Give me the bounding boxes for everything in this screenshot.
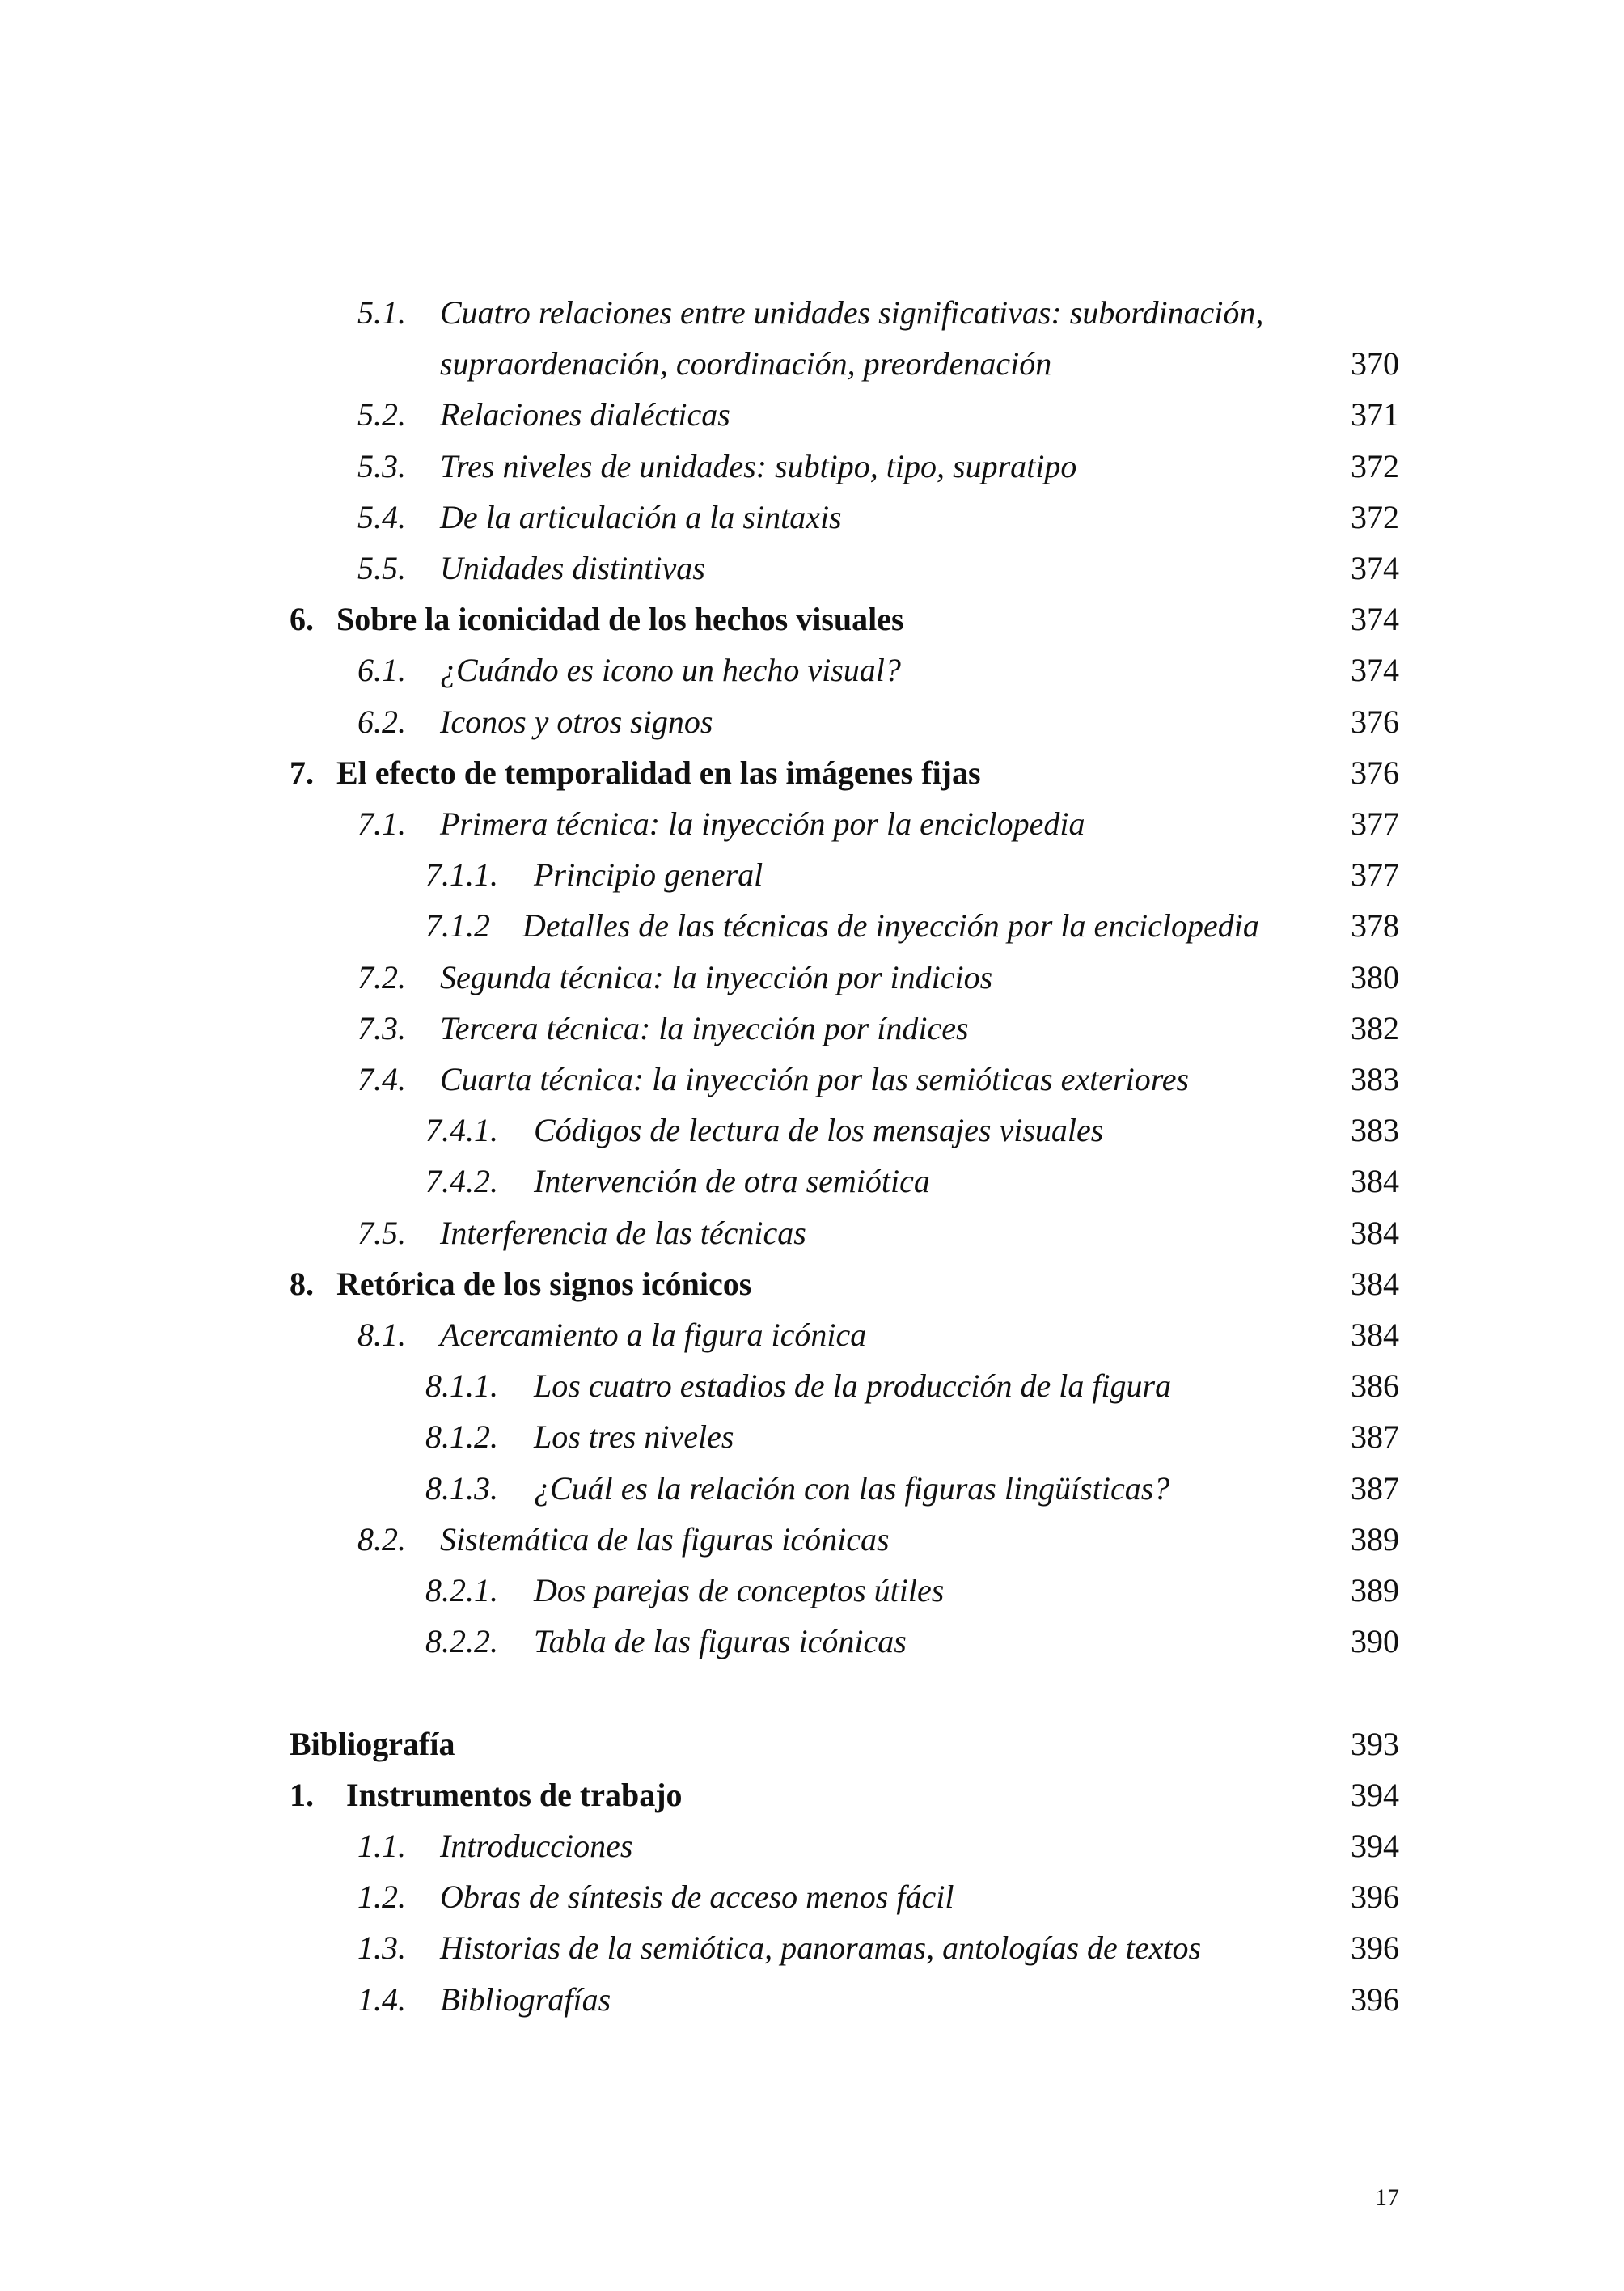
toc-entry-title: El efecto de temporalidad en las imágenes fijas — [336, 754, 981, 791]
toc-entry-number: 7.4.2. — [425, 1163, 498, 1200]
toc-entry-page: 372 — [1351, 498, 1399, 535]
toc-entry-page: 382 — [1351, 1009, 1399, 1046]
toc-entry-page: 376 — [1351, 754, 1399, 791]
toc-entry-title: Retórica de los signos icónicos — [336, 1265, 752, 1302]
toc-entry-page: 389 — [1351, 1520, 1399, 1558]
toc-entry-title: ¿Cuál es la relación con las figuras lingüísticas? — [534, 1469, 1170, 1507]
toc-entry — [0, 1004, 1624, 1054]
toc-entry-page: 390 — [1351, 1623, 1399, 1660]
toc-entry-title: Sobre la iconicidad de los hechos visuales — [336, 601, 904, 638]
toc-entry — [0, 901, 1624, 951]
toc-entry-title: Principio general — [534, 856, 763, 894]
toc-entry — [0, 1617, 1624, 1667]
toc-entry-number: 5.3. — [357, 447, 406, 484]
toc-entry-number: 1. — [290, 1776, 314, 1813]
toc-entry — [0, 1566, 1624, 1616]
toc-entry-number: 6.1. — [357, 652, 406, 689]
toc-entry-page: 387 — [1351, 1469, 1399, 1507]
toc-entry-number: 5.2. — [357, 396, 406, 433]
toc-entry-number: 5.4. — [357, 498, 406, 535]
toc-entry-number: 8.2.1. — [425, 1572, 498, 1608]
toc-entry — [0, 594, 1624, 645]
toc-entry-page: 378 — [1351, 907, 1399, 945]
toc-entry-number: 1.3. — [357, 1930, 406, 1967]
toc-entry-title: Interferencia de las técnicas — [440, 1214, 806, 1251]
toc-entry-page: 396 — [1351, 1980, 1399, 2018]
toc-entry — [0, 390, 1624, 440]
toc-entry-number: 1.1. — [357, 1828, 406, 1864]
toc-entry-number: 7. — [290, 754, 314, 791]
toc-entry-title: Tabla de las figuras icónicas — [534, 1623, 907, 1660]
toc-entry — [0, 1156, 1624, 1207]
toc-entry — [0, 442, 1624, 492]
toc-entry-title: Los cuatro estadios de la producción de la figura — [534, 1367, 1172, 1405]
toc-entry-number: 8.2.2. — [425, 1623, 498, 1660]
toc-entry-number: 5.5. — [357, 550, 406, 586]
toc-entry — [0, 645, 1624, 695]
toc-entry-number: 7.1.1. — [425, 856, 498, 894]
toc-entry-number: 6. — [290, 601, 314, 638]
toc-entry-page: 374 — [1351, 601, 1399, 638]
toc-entry — [0, 697, 1624, 747]
toc-entry-title: Cuatro relaciones entre unidades significativas: subordinación, — [440, 294, 1264, 331]
toc-entry-page: 384 — [1351, 1317, 1399, 1353]
toc-entry-number: 1.4. — [357, 1980, 406, 2018]
toc-entry-title: Cuarta técnica: la inyección por las semióticas exteriores — [440, 1061, 1190, 1097]
toc-entry-page: 372 — [1351, 447, 1399, 484]
toc-entry-page: 383 — [1351, 1112, 1399, 1149]
toc-entry-number: 8.1.3. — [425, 1469, 498, 1507]
toc-entry-title: ¿Cuándo es icono un hecho visual? — [440, 652, 901, 689]
toc-entry-page: 396 — [1351, 1930, 1399, 1967]
toc-entry-page: 387 — [1351, 1418, 1399, 1456]
toc-entry — [0, 1208, 1624, 1258]
toc-entry — [0, 1105, 1624, 1156]
toc-entry-title: Obras de síntesis de acceso menos fácil — [440, 1879, 954, 1916]
toc-entry-page: 383 — [1351, 1061, 1399, 1097]
toc-entry-title: Sistemática de las figuras icónicas — [440, 1520, 890, 1558]
toc-entry — [0, 288, 1624, 338]
toc-entry-page: 370 — [1351, 345, 1399, 383]
toc-entry-number: 8.1.1. — [425, 1367, 498, 1405]
toc-entry — [0, 748, 1624, 798]
toc-entry-page: 384 — [1351, 1214, 1399, 1251]
toc-entry — [0, 1412, 1624, 1462]
toc-entry-page: 394 — [1351, 1828, 1399, 1864]
toc-entry-number: 6.2. — [357, 703, 406, 740]
toc-entry-number: 7.1.2 — [425, 907, 490, 945]
toc-entry-page: 371 — [1351, 396, 1399, 433]
toc-entry — [0, 1310, 1624, 1360]
toc-entry — [0, 1770, 1624, 1820]
toc-entry — [0, 543, 1624, 594]
toc-entry-page: 380 — [1351, 958, 1399, 995]
toc-entry-number: 7.3. — [357, 1009, 406, 1046]
toc-entry-page: 389 — [1351, 1572, 1399, 1608]
toc-entry-page: 384 — [1351, 1163, 1399, 1200]
toc-entry-number: 7.4.1. — [425, 1112, 498, 1149]
toc-entry — [0, 339, 1624, 389]
toc-entry-page: 376 — [1351, 703, 1399, 740]
toc-entry-number: 8.2. — [357, 1520, 406, 1558]
toc-entry — [0, 953, 1624, 1003]
toc-entry-title: Los tres niveles — [534, 1418, 734, 1456]
toc-entry-number: 7.4. — [357, 1061, 406, 1097]
toc-entry — [0, 1719, 1624, 1769]
toc-entry-page: 386 — [1351, 1367, 1399, 1405]
toc-entry-title: Relaciones dialécticas — [440, 396, 730, 433]
toc-entry — [0, 1464, 1624, 1514]
toc-entry-title: Primera técnica: la inyección por la enciclopedia — [440, 805, 1085, 842]
toc-entry-title: Acercamiento a la figura icónica — [440, 1317, 867, 1353]
toc-entry-title: Segunda técnica: la inyección por indicios — [440, 958, 993, 995]
toc-entry-title: Tercera técnica: la inyección por índices — [440, 1009, 969, 1046]
toc-entry-title: Bibliografía — [290, 1725, 455, 1762]
toc-entry-title: Iconos y otros signos — [440, 703, 713, 740]
toc-entry-number: 1.2. — [357, 1879, 406, 1916]
toc-entry — [0, 1361, 1624, 1411]
toc-entry-page: 394 — [1351, 1776, 1399, 1813]
toc-entry-title: Instrumentos de trabajo — [346, 1776, 683, 1813]
toc-entry-number: 5.1. — [357, 294, 406, 331]
toc-entry — [0, 850, 1624, 900]
toc-entry-number: 8. — [290, 1265, 314, 1302]
toc-entry-number: 8.1. — [357, 1317, 406, 1353]
toc-entry — [0, 1055, 1624, 1105]
toc-entry-title: Detalles de las técnicas de inyección por la enciclopedia — [522, 907, 1259, 945]
toc-entry-title: Intervención de otra semiótica — [534, 1163, 930, 1200]
toc-entry — [0, 1821, 1624, 1871]
toc-entry-title: Dos parejas de conceptos útiles — [534, 1572, 945, 1608]
toc-entry — [0, 1515, 1624, 1565]
toc-entry-title: Bibliografías — [440, 1980, 611, 2018]
toc-entry-number: 7.5. — [357, 1214, 406, 1251]
toc-entry-title: Historias de la semiótica, panoramas, antologías de textos — [440, 1930, 1202, 1967]
page-number: 17 — [1375, 2184, 1399, 2211]
toc-entry — [0, 1975, 1624, 2025]
toc-entry-page: 377 — [1351, 856, 1399, 894]
toc-entry-page: 374 — [1351, 652, 1399, 689]
toc-entry-number: 8.1.2. — [425, 1418, 498, 1456]
toc-entry-title: Códigos de lectura de los mensajes visuales — [534, 1112, 1104, 1149]
toc-entry-page: 374 — [1351, 550, 1399, 586]
toc-entry-title: Introducciones — [440, 1828, 633, 1864]
toc-entry-title: supraordenación, coordinación, preordenación — [440, 345, 1052, 383]
toc-entry-title: Tres niveles de unidades: subtipo, tipo, supratipo — [440, 447, 1077, 484]
toc-entry — [0, 492, 1624, 543]
toc-entry — [0, 1259, 1624, 1309]
toc-entry-title: De la articulación a la sintaxis — [440, 498, 842, 535]
toc-entry-page: 393 — [1351, 1725, 1399, 1762]
toc-entry-title: Unidades distintivas — [440, 550, 705, 586]
toc-entry-number: 7.1. — [357, 805, 406, 842]
toc-entry — [0, 1872, 1624, 1922]
toc-entry — [0, 799, 1624, 849]
toc-entry — [0, 1923, 1624, 1973]
toc-entry-number: 7.2. — [357, 958, 406, 995]
toc-entry-page: 396 — [1351, 1879, 1399, 1916]
toc-entry-page: 384 — [1351, 1265, 1399, 1302]
toc-entry-page: 377 — [1351, 805, 1399, 842]
